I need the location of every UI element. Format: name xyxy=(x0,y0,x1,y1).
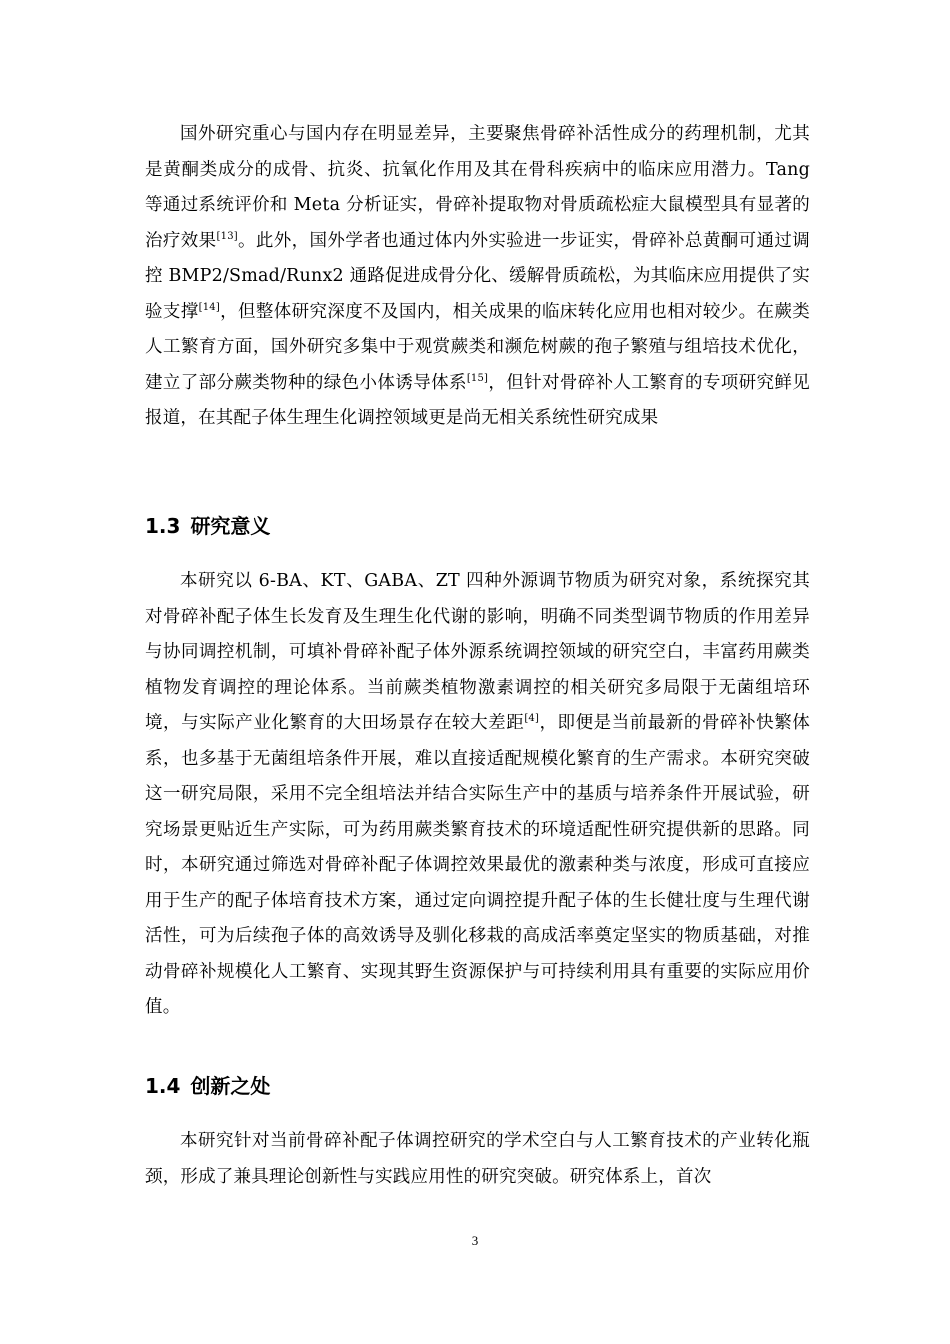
section-heading-1-4 xyxy=(145,1071,270,1101)
paragraph-text: 国外研究重心与国内存在明显差异，主要聚焦骨碎补活性成分的药理机制，尤其是黄酮类成分的成骨、抗炎、抗氧化作用及其在骨科疾病中的临床应用潜力。Tang 等通过系统评价和 Meta 分析证实，骨碎补提取物对骨质疏松症大鼠模型具有显著的治疗效果 xyxy=(145,124,810,251)
citation-4: [4] xyxy=(524,713,540,724)
intro-paragraph xyxy=(145,117,810,437)
paragraph-text: ，但整体研究深度不及国内，相关成果的临床转化应用也相对较少。在蕨类人工繁育方面，国外研究多集中于观赏蕨类和濒危树蕨的孢子繁殖与组培技术优化，建立了部分蕨类物种的绿色小体诱导体系 xyxy=(145,301,810,393)
section-number: 1.3 xyxy=(145,514,181,538)
section-title: 创新之处 xyxy=(190,1074,271,1098)
paragraph-text: 本研究针对当前骨碎补配子体调控研究的学术空白与人工繁育技术的产业转化瓶颈，形成了兼具理论创新性与实践应用性的研究突破。研究体系上，首次 xyxy=(145,1131,810,1187)
paragraph-text: 。此外，国外学者也通过体内外实验进一步证实，骨碎补总黄酮可通过调控 BMP2/Smad/Runx2 通路促进成骨分化、缓解骨质疏松，为其临床应用提供了实验支撑 xyxy=(145,230,810,322)
paragraph-text: 本研究以 6-BA、KT、GABA、ZT 四种外源调节物质为研究对象，系统探究其对骨碎补配子体生长发育及生理生化代谢的影响，明确不同类型调节物质的作用差异与协同调控机制，可填补骨碎补配子体外源系统调控领域的研究空白，丰富药用蕨类植物发育调控的理论体系。当前蕨类植物激素调控的相关研究多局限于无菌组培环境，与实际产业化繁育的大田场景存在较大差距 xyxy=(145,571,810,733)
significance-paragraph xyxy=(145,564,810,1026)
paragraph-text: ，即便是当前最新的骨碎补快繁体系，也多基于无菌组培条件开展，难以直接适配规模化繁育的生产需求。本研究突破这一研究局限，采用不完全组培法并结合实际生产中的基质与培养条件开展试验，研究场景更贴近生产实际，可为药用蕨类繁育技术的环境适配性研究提供新的思路。同时，本研究通过筛选对骨碎补配子体调控效果最优的激素种类与浓度，形成可直接应用于生产的配子体培育技术方案，通过定向调控提升配子体的生长健壮度与生理代谢活性，可为后续孢子体的高效诱导及驯化移栽的高成活率奠定坚实的物质基础，对推动骨碎补规模化人工繁育、实现其野生资源保护与可持续利用具有重要的实际应用价值。 xyxy=(145,713,811,1017)
innovation-paragraph xyxy=(145,1124,810,1195)
section-number: 1.4 xyxy=(145,1074,181,1098)
page-number: 3 xyxy=(471,1233,479,1248)
section-heading-1-3 xyxy=(145,511,270,541)
citation-14: [14] xyxy=(198,301,220,313)
section-title: 研究意义 xyxy=(190,514,271,538)
paragraph-text: ，但针对骨碎补人工繁育的专项研究鲜见报道，在其配子体生理生化调控领域更是尚无相关系统性研究成果 xyxy=(145,372,810,428)
citation-13: [13] xyxy=(216,230,238,242)
citation-15: [15] xyxy=(466,372,489,384)
